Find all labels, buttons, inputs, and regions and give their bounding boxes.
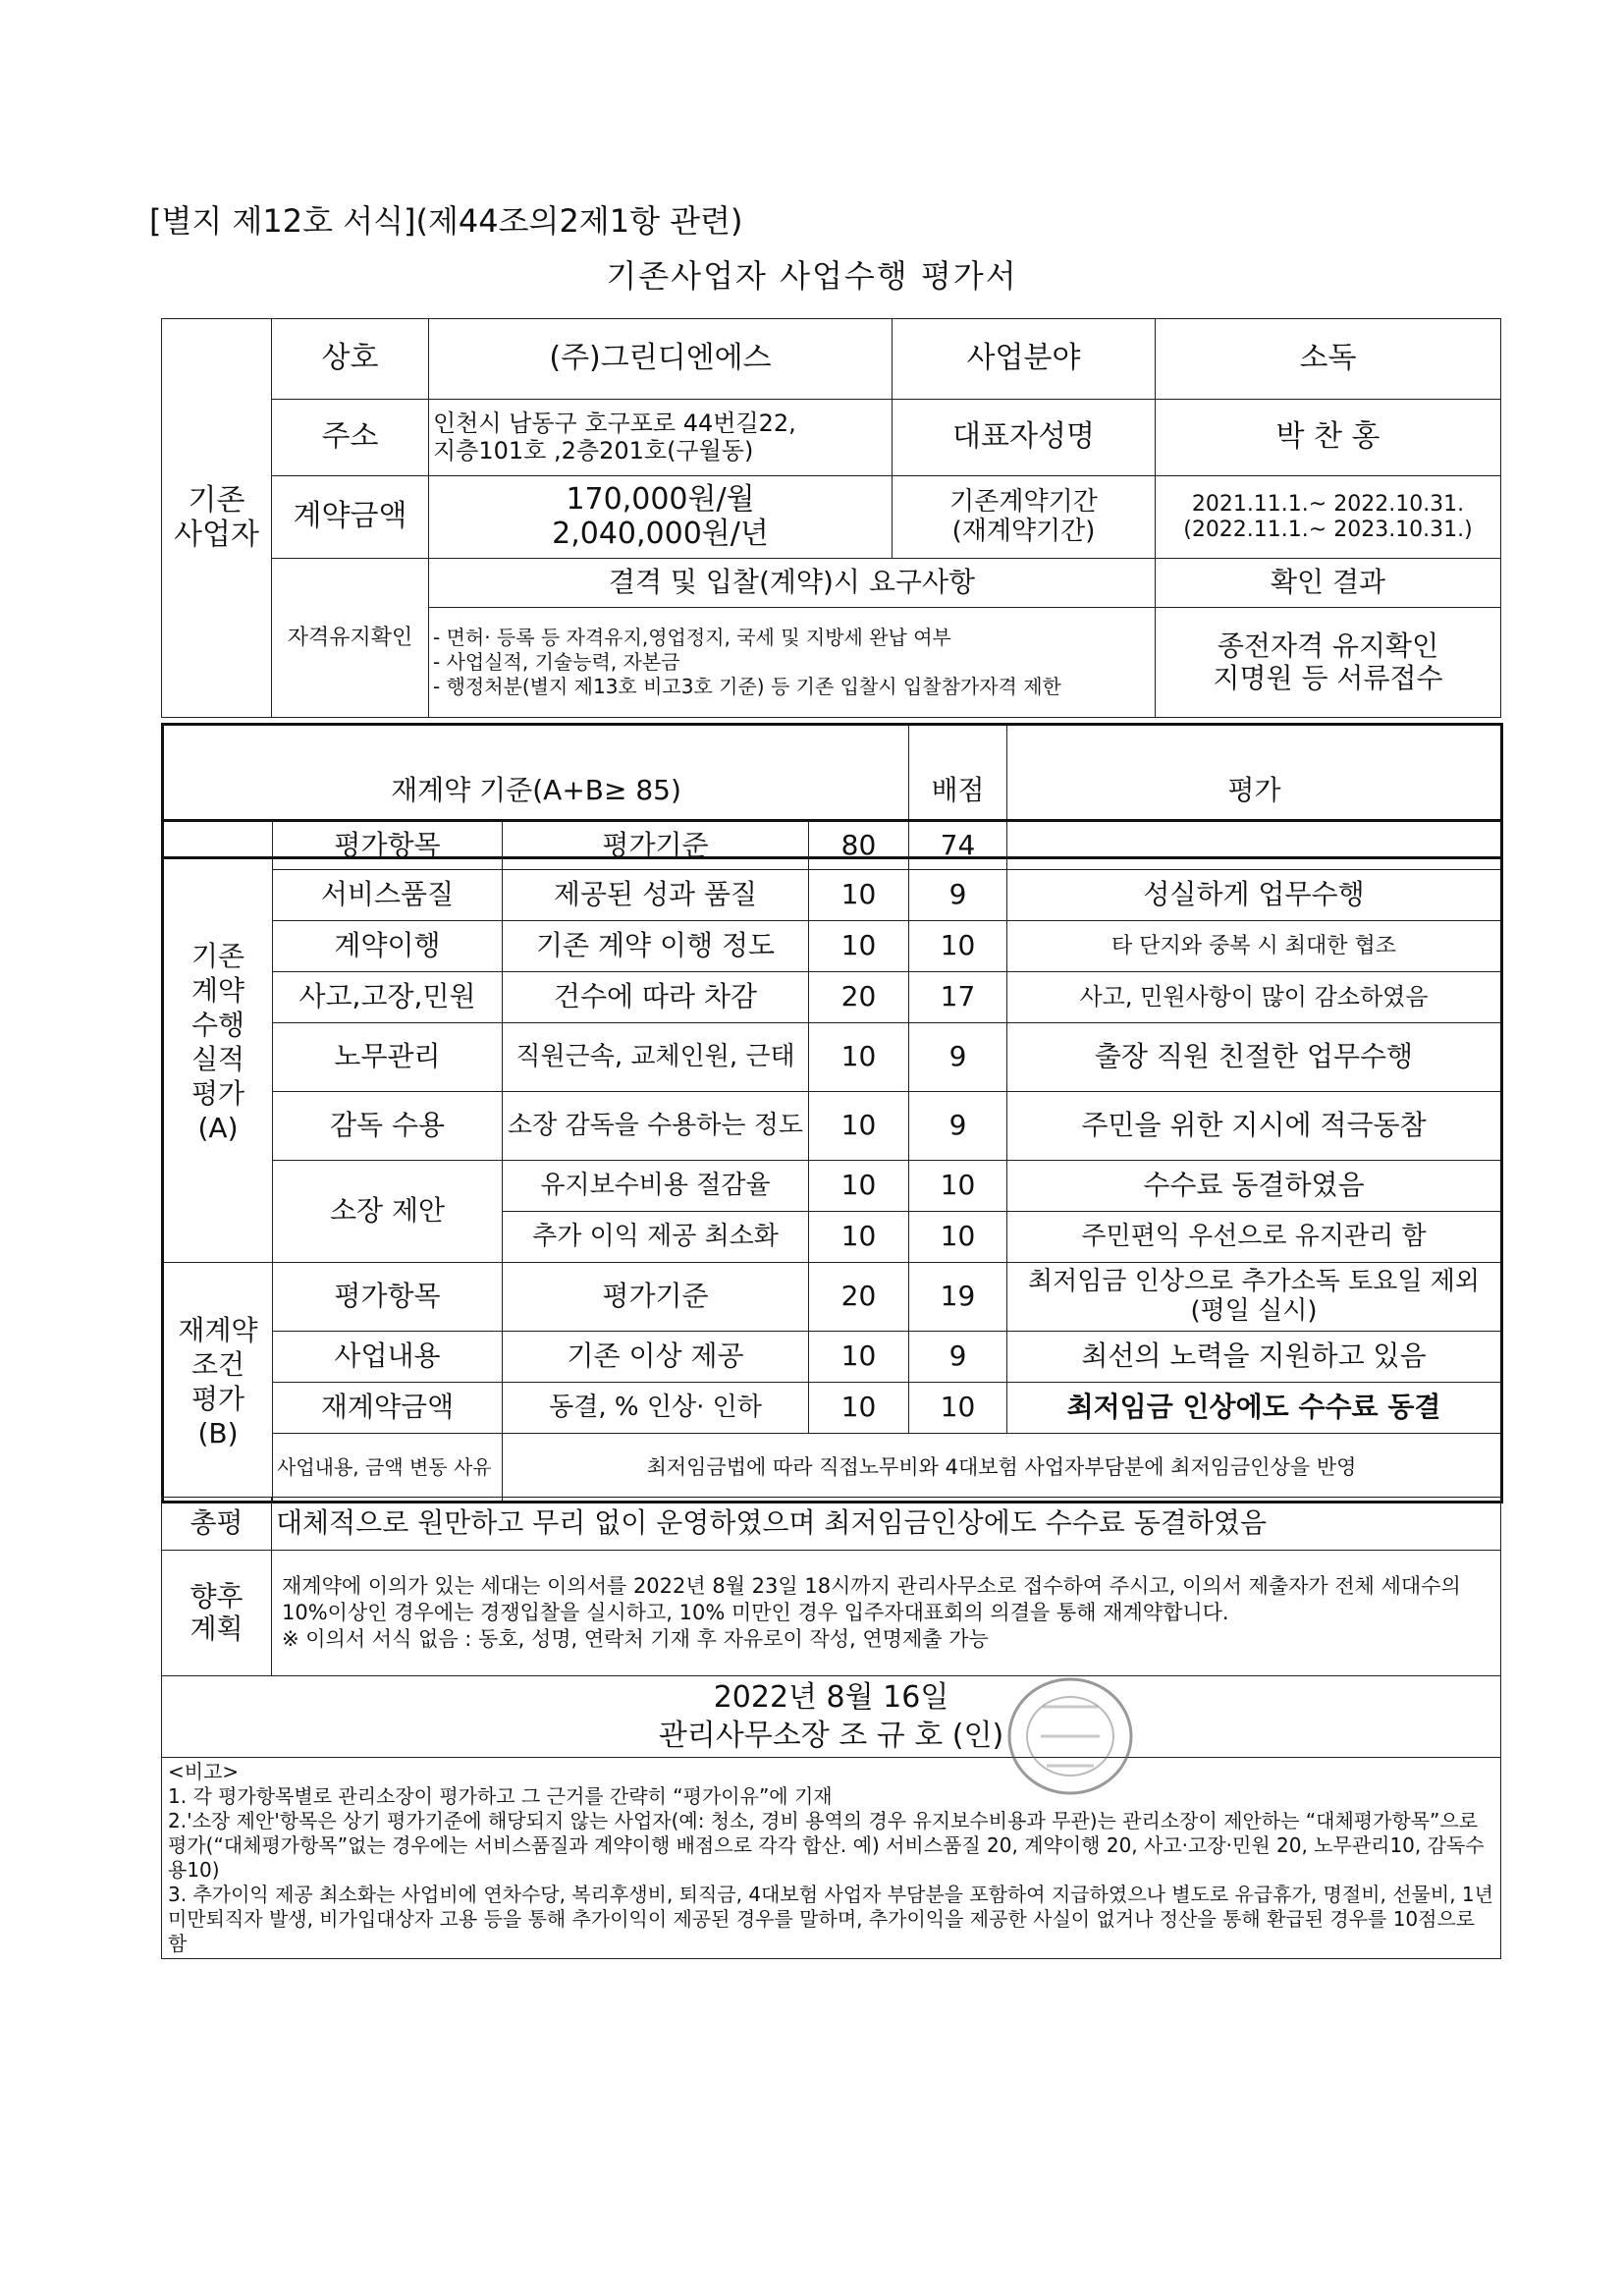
rep-label: 대표자성명 [893,400,1156,476]
a-row-eval: 10 [909,1212,1007,1263]
criteria-header: 재계약 기준(A+B≥ 85) [163,725,909,858]
a-row-score: 20 [809,972,909,1023]
a-item-header: 평가항목 [273,821,503,870]
eval-header: 평가 [1007,725,1502,858]
b-row-reason: 최선의 노력을 지원하고 있음 [1007,1332,1502,1383]
a-row-standard: 기존 계약 이행 정도 [503,921,809,972]
evaluation-body-table [161,819,1503,1503]
b-row-score: 10 [809,1332,909,1383]
field-label: 사업분야 [893,319,1156,400]
b-total-score: 20 [809,1263,909,1332]
a-standard-header: 평가기준 [503,821,809,870]
note-item: 1. 각 평가항목별로 관리소장이 평가하고 그 근거를 간략히 “평가이유”에 기재 [168,1784,833,1808]
a-row-eval: 9 [909,870,1007,921]
note-item: 2.'소장 제안'항목은 상기 평가기준에 해당되지 않는 사업자(예: 청소, 경비 용역의 경우 유지보수비용과 무관)는 관리소장이 제안하는 “대체평가항목”으로 평가(“대체평가항목”없는 경우에는 서비스품질과 계약이행 배점으로 각각 합산. 예) 서비스품질 20, 계약이행 20, 사고·고장·민원 20, 노무관리10, 감독수용10) [168,1809,1485,1882]
change-reason-label: 사업내용, 금액 변동 사유 [273,1434,503,1503]
b-total-reason: 최저임금 인상으로 추가소독 토요일 제외(평일 실시) [1007,1263,1502,1332]
a-row-eval: 10 [909,1161,1007,1212]
result-header: 확인 결과 [1156,559,1501,608]
a-row-reason: 수수료 동결하였음 [1007,1161,1502,1212]
a-row-item: 계약이행 [273,921,503,972]
a-row-eval: 9 [909,1092,1007,1161]
document-title: 기존사업자 사업수행 평가서 [606,257,1018,295]
a-row-reason: 주민을 위한 지시에 적극동참 [1007,1092,1502,1161]
address-label: 주소 [272,400,429,476]
a-row-score: 10 [809,1023,909,1092]
a-row-item: 노무관리 [273,1023,503,1092]
sign-date: 2022년 8월 16일 [713,1680,949,1715]
a-row-eval: 10 [909,921,1007,972]
a-row-standard: 건수에 따라 차감 [503,972,809,1023]
a-row-reason: 출장 직원 친절한 업무수행 [1007,1023,1502,1092]
company-name: (주)그린디엔에스 [429,319,893,400]
period-value: 2021.11.1.~ 2022.10.31. (2022.11.1.~ 2023.10.31.) [1156,476,1501,559]
note-item: 3. 추가이익 제공 최소화는 사업비에 연차수당, 복리후생비, 퇴직금, 4대보험 사업자 부담분을 포함하여 지급하였으나 별도로 유급휴가, 명절비, 선물비, 1년미만퇴직자 발생, 비가입대상자 고용 등을 통해 추가이익이 제공된 경우를 말하며, 추가이익을 제공한 사실이 없거나 정산을 통해 환급된 경우를 10점으로 함 [168,1883,1493,1955]
official-seal-icon [992,1667,1149,1805]
a-row-reason: 타 단지와 중복 시 최대한 협조 [1007,921,1502,972]
requirements-list: - 면허· 등록 등 자격유지,영업정지, 국세 및 지방세 완납 여부 - 사업실적, 기술능력, 자본금 - 행정처분(별지 제13호 비고3호 기준) 등 기존 입찰시 입찰참가자격 제한 [429,608,1156,718]
amount-label: 계약금액 [272,476,429,559]
form-reference: [별지 제12호 서식](제44조의2제1항 관련) [149,202,743,240]
name-label: 상호 [272,319,429,400]
a-row-score: 10 [809,870,909,921]
section-b-label: 재계약 조건 평가 (B) [163,1263,273,1503]
change-reason-value: 최저임금법에 따라 직접노무비와 4대보험 사업자부담분에 최저임금인상을 반영 [503,1434,1502,1503]
company-info-table [161,318,1501,718]
seal-mark: (인) [951,1719,1004,1753]
a-row-reason: 주민편익 우선으로 유지관리 함 [1007,1212,1502,1263]
b-item-header: 평가항목 [273,1263,503,1332]
a-total-eval: 74 [909,821,1007,870]
a-row-standard: 추가 이익 제공 최소화 [503,1212,809,1263]
a-row-standard: 유지보수비용 절감율 [503,1161,809,1212]
rep-value: 박 찬 홍 [1156,400,1501,476]
a-row-item: 사고,고장,민원 [273,972,503,1023]
a-row-score: 10 [809,1161,909,1212]
a-row-score: 10 [809,921,909,972]
b-row-standard: 동결, % 인상· 인하 [503,1383,809,1434]
address-value: 인천시 남동구 호구포로 44번길22, 지층101호 ,2층201호(구월동) [429,400,893,476]
summary-table [161,1497,1501,1959]
future-plan-note: ※ 이의서 서식 없음 : 동호, 성명, 연락처 기재 후 자유로이 작성, 연명제출 가능 [282,1627,989,1652]
b-row-eval: 10 [909,1383,1007,1434]
section-existing-business: 기존 사업자 [162,319,272,718]
b-row-standard: 기존 이상 제공 [503,1332,809,1383]
a-row-reason: 성실하게 업무수행 [1007,870,1502,921]
b-row-reason: 최저임금 인상에도 수수료 동결 [1007,1383,1502,1434]
future-plan-text: 재계약에 이의가 있는 세대는 이의서를 2022년 8월 23일 18시까지 관리사무소로 접수하여 주시고, 이의서 제출자가 전체 세대수의 10%이상인 경우에는 경쟁입찰을 실시하고, 10% 미만인 경우 입주자대표회의 의결을 통해 재계약합니다. [282,1573,1461,1624]
b-row-item: 재계약금액 [273,1383,503,1434]
a-row-eval: 9 [909,1023,1007,1092]
notes-heading: <비고> [168,1760,240,1783]
a-row-score: 10 [809,1092,909,1161]
a-row-eval: 17 [909,972,1007,1023]
b-row-score: 10 [809,1383,909,1434]
signer-name: 관리사무소장 조 규 호 [658,1719,944,1753]
a-row-standard: 소장 감독을 수용하는 정도 [503,1092,809,1161]
a-row-score: 10 [809,1212,909,1263]
a-row-item: 감독 수용 [273,1092,503,1161]
a-row-standard: 제공된 성과 품질 [503,870,809,921]
amount-value: 170,000원/월 2,040,000원/년 [429,476,893,559]
overall-label: 총평 [162,1498,272,1551]
section-a-label: 기존 계약 수행 실적 평가 (A) [163,821,273,1263]
a-row-standard: 직원근속, 교체인원, 근태 [503,1023,809,1092]
qualification-label: 자격유지확인 [272,559,429,718]
a-row-item: 소장 제안 [273,1161,503,1263]
overall-value: 대체적으로 원만하고 무리 없이 운영하였으며 최저임금인상에도 수수료 동결하였음 [272,1498,1501,1551]
a-total-score: 80 [809,821,909,870]
b-standard-header: 평가기준 [503,1263,809,1332]
field-value: 소독 [1156,319,1501,400]
result-value: 종전자격 유지확인 지명원 등 서류접수 [1156,608,1501,718]
score-header: 배점 [909,725,1007,858]
requirements-header: 결격 및 입찰(계약)시 요구사항 [429,559,1156,608]
b-row-item: 사업내용 [273,1332,503,1383]
b-row-eval: 9 [909,1332,1007,1383]
b-total-eval: 19 [909,1263,1007,1332]
period-label: 기존계약기간 (재계약기간) [893,476,1156,559]
a-row-reason: 사고, 민원사항이 많이 감소하였음 [1007,972,1502,1023]
future-plan-label: 향후 계획 [162,1551,272,1676]
a-row-item: 서비스품질 [273,870,503,921]
